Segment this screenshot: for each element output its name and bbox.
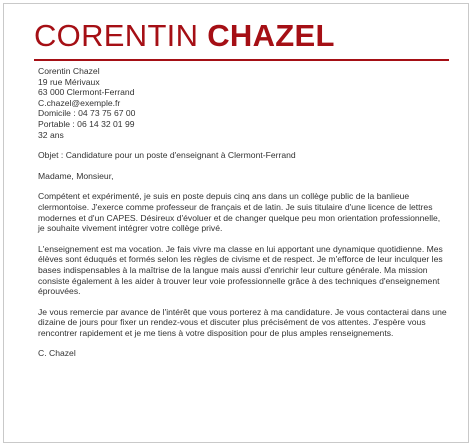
sender-home-phone: Domicile : 04 73 75 67 00 bbox=[38, 108, 136, 119]
letter-subject: Objet : Candidature pour un poste d'enseignant à Clermont-Ferrand bbox=[38, 150, 296, 161]
sender-email: C.chazel@exemple.fr bbox=[38, 97, 121, 108]
letter-paragraph: Compétent et expérimenté, je suis en poste depuis cinq ans dans un collège public de la banlieue clermontoise. J'exerce comme professeur de français et de latin. Je suis titulaire d'une licence de lettres modernes et d'un CAPES. Désireux d'évoluer et de changer quelque peu mon orientation professionnelle, je souhaite vivement intégrer votre collège privé. bbox=[38, 191, 441, 234]
letter-body bbox=[38, 66, 448, 359]
sender-city: 63 000 Clermont-Ferrand bbox=[38, 87, 135, 98]
sender-name-heading bbox=[34, 18, 449, 54]
letter-signature: C. Chazel bbox=[38, 348, 76, 359]
first-name: CORENTIN bbox=[34, 18, 199, 53]
sender-street: 19 rue Mérivaux bbox=[38, 76, 100, 87]
letter-header bbox=[34, 18, 449, 62]
letter-paragraph: L'enseignement est ma vocation. Je fais vivre ma classe en lui apportant une dynamique quotidienne. Mes élèves sont éduqués et formés selon les règles de civisme et de respect. Je m'efforce de leur inculquer les bases indispensables à la maîtrise de la langue mais aussi d'enrichir leur culture générale. Ma mission consiste également à les aider à trouver leur voie professionnelle grâce à des techniques d'enseignement éprouvées. bbox=[38, 243, 443, 297]
letter-paragraph: Je vous remercie par avance de l'intérêt que vous porterez à ma candidature. Je vous contacterai dans une dizaine de jours pour fixer un rendez-vous et discuter plus précisément de vos attentes. J'espère vous rencontrer rapidement et je me tiens à votre disposition pour de plus amples renseignements. bbox=[38, 306, 447, 338]
letter-salutation: Madame, Monsieur, bbox=[38, 170, 114, 181]
header-divider bbox=[34, 59, 449, 61]
sender-age: 32 ans bbox=[38, 129, 64, 140]
last-name: CHAZEL bbox=[207, 18, 335, 53]
letter-frame bbox=[3, 3, 469, 443]
sender-fullname: Corentin Chazel bbox=[38, 66, 100, 76]
sender-address-block bbox=[38, 66, 448, 140]
sender-mobile-phone: Portable : 06 14 32 01 99 bbox=[38, 118, 135, 129]
